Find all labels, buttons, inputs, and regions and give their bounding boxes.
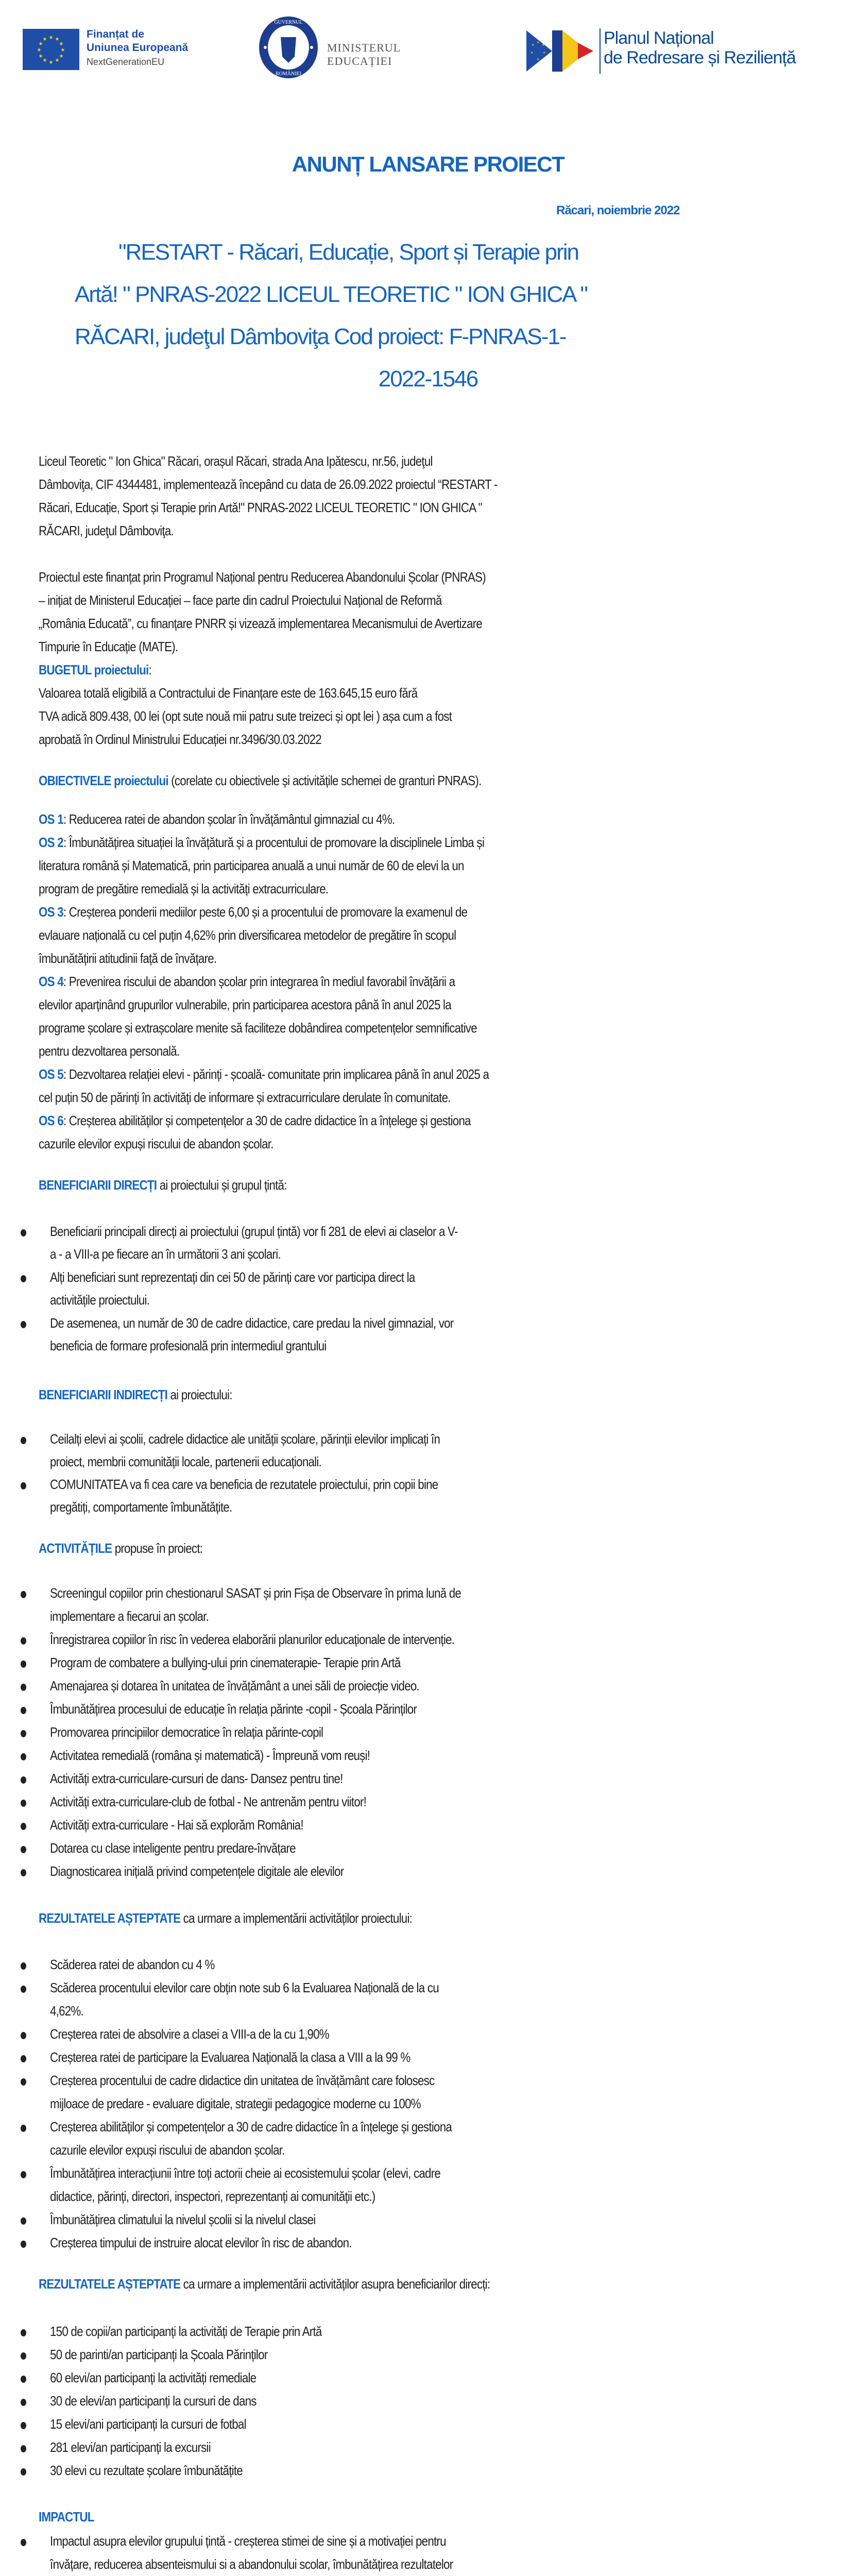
objective-text: : Creșterea ponderii mediilor peste 6,00 și a procentului de promovare la examenul de [63, 904, 468, 920]
government-seal-icon [258, 15, 319, 79]
svg-text:★: ★ [530, 52, 534, 55]
bullet-icon [21, 1846, 26, 1853]
objective-line [39, 951, 216, 967]
bullet-icon [21, 1753, 26, 1760]
list-item-line: Activități extra-curriculare-club de fotbal - Ne antrenăm pentru viitor! [50, 1794, 367, 1809]
list-item-line: Scăderea procentului elevilor care obțin note sub 6 la Evaluarea Națională de la cu [50, 1980, 439, 1995]
bullet-icon [21, 1229, 26, 1236]
eu-logo-line1: Finanțat de [87, 28, 145, 40]
bullet-icon [21, 2539, 26, 2546]
list-item-line: proiect, membrii comunității locale, partenerii educaționali. [50, 1454, 321, 1469]
list-item-line: 281 elevi/an participanți la excursii [50, 2439, 211, 2455]
objective-text: cel puțin 50 de părinți în activități de informare și extracurriculare derulate în comunitate. [39, 1090, 451, 1105]
project-title-line: Artă! " PNRAS-2022 LICEUL TEORETIC " ION GHICA " [75, 282, 587, 307]
bullet-icon [21, 1800, 26, 1807]
objective-line [39, 881, 328, 897]
objective-line [39, 1043, 179, 1059]
list-item-line: Program de combatere a bullying-ului prin cinematerapie- Terapie prin Artă [50, 1655, 401, 1670]
objective-line [39, 927, 456, 943]
list-item-line: 150 de copii/an participanți la activități de Terapie prin Artă [50, 2324, 322, 2339]
eu-logo-line3: NextGenerationEU [87, 57, 165, 67]
svg-text:★: ★ [38, 41, 43, 47]
activities-heading: ACTIVITĂȚILE propuse în proiect: [39, 1540, 203, 1556]
svg-text:★: ★ [42, 58, 47, 63]
svg-text:★: ★ [542, 44, 545, 47]
objective-line [39, 1136, 273, 1152]
bullet-icon [21, 2445, 26, 2452]
list-item-line: beneficia de formare profesională prin intermediul grantului [50, 1338, 327, 1353]
svg-text:★: ★ [55, 58, 60, 63]
objective-line [39, 1113, 471, 1129]
seal-text-top: GUVERNUL [274, 20, 303, 25]
bullet-icon [21, 1660, 26, 1668]
objective-text: pentru dezvoltarea personală. [39, 1043, 180, 1059]
objective-text: : Dezvoltarea relației elevi - părinți - școală- comunitate prin implicarea până în anul 2025 a [63, 1066, 489, 1082]
funding-line: „România Educată”, cu finanțare PNRR și vizează implementarea Mecanismului de Avertizare [39, 616, 483, 631]
list-item-line: 15 elevi/ani participanți la cursuri de fotbal [50, 2416, 246, 2432]
svg-text:★: ★ [59, 54, 64, 59]
list-item-line: De asemenea, un număr de 30 de cadre didactice, care predau la nivel gimnazial, vor [50, 1315, 454, 1331]
pnrr-logo [526, 28, 846, 75]
bullet-icon [21, 1962, 26, 1970]
expected-results-heading: REZULTATELE AȘTEPTATE ca urmare a implementării activităților proiectului: [39, 1910, 413, 1926]
objective-text: evlauare națională cu cel puțin 4,62% prin diversificarea metodelor de pregătire în scopul [39, 927, 456, 943]
project-title-line: 2022-1546 [378, 366, 478, 392]
list-item-line: Activitatea remedială (româna și matematică) - Împreună vom reuși! [50, 1748, 370, 1763]
eu-flag-icon [23, 29, 79, 70]
bullet-icon [21, 1437, 26, 1444]
list-item-line: Impactul asupra elevilor grupului țintă - creșterea stimei de sine și a motivației pentru [50, 2533, 446, 2549]
project-title-line: RĂCARI, judeţul Dâmboviţa Cod proiect: F-PNRAS-1- [75, 324, 566, 349]
svg-text:★: ★ [532, 44, 535, 47]
svg-text:★: ★ [37, 47, 42, 53]
list-item-line: 60 elevi/an participanți la activități remediale [50, 2370, 256, 2385]
list-item-line: Îmbunătățirea interacțiunii între toți actorii cheie ai ecosistemului școlar (elevi, cadre [50, 2165, 441, 2181]
objective-text: literatura română și Matematică, prin participarea anuală a unui număr de 60 de elevi la un [39, 858, 464, 873]
objective-text: îmbunătățirii atitudinii față de învățare. [39, 951, 217, 966]
list-item-line: Ceilalți elevi ai școlii, cadrele didactice ale unității școlare, părinții elevilor implicați în [50, 1431, 440, 1447]
svg-text:★: ★ [55, 37, 60, 42]
bullet-icon [21, 2032, 26, 2039]
list-item-line: Creșterea abilităților și competențelor a 30 de cadre didactice în a înțelege și gestiona [50, 2119, 452, 2134]
project-title-line: "RESTART - Răcari, Educație, Sport și Terapie prin [118, 240, 578, 265]
list-item-line: Creșterea procentului de cadre didactice din unitatea de învățământ care folosesc [50, 2073, 435, 2088]
list-item-line: 4,62%. [50, 2003, 83, 2019]
svg-text:★: ★ [59, 41, 64, 47]
ministry-name: MINISTERUL EDUCAȚIEI [327, 41, 401, 67]
bullet-icon [21, 2376, 26, 2383]
list-item-line: Scăderea ratei de abandon cu 4 % [50, 1957, 215, 1972]
objective-label: OS 3 [39, 904, 63, 920]
direct-beneficiaries-heading: BENEFICIARII DIRECȚI ai proiectului și grupul țintă: [39, 1177, 287, 1193]
bullet-icon [21, 2329, 26, 2336]
bullet-icon [21, 1275, 26, 1282]
list-item-line: implementare a fiecarui an școlar. [50, 1608, 209, 1624]
bullet-icon [21, 1869, 26, 1876]
objective-line [39, 904, 467, 920]
bullet-icon [21, 2078, 26, 2086]
list-item-line: Îmbunătățirea procesului de educație în relația părinte -copil - Școala Părinților [50, 1701, 417, 1717]
list-item-line: Promovarea principiilor democratice în relația părinte-copil [50, 1724, 323, 1740]
bullet-icon [21, 2468, 26, 2476]
svg-text:★: ★ [537, 41, 540, 44]
bullet-icon [21, 1986, 26, 1993]
list-item-line: COMUNITATEA va fi cea care va beneficia de rezutatele proiectului, prin copii bine [50, 1477, 438, 1492]
bullet-icon [21, 1591, 26, 1598]
budget-line: aprobată în Ordinul Ministrului Educației nr.3496/30.03.2022 [39, 732, 321, 747]
bullet-icon [21, 1730, 26, 1737]
expected-results-direct-heading: REZULTATELE AȘTEPTATE ca urmare a implementării activităților asupra beneficiarilor direcți: [39, 2276, 490, 2292]
bullet-icon [21, 1321, 26, 1328]
bullet-icon [21, 2241, 26, 2248]
objective-text: : Creșterea abilităților și competențelor a 30 de cadre didactice în a înțelege și gestiona [63, 1113, 471, 1128]
objective-line [39, 974, 455, 990]
bullet-icon [21, 1823, 26, 1830]
indirect-beneficiaries-heading: BENEFICIARII INDIRECȚI ai proiectului: [39, 1387, 232, 1402]
list-item-line: Diagnosticarea inițială privind competențele digitale ale elevilor [50, 1863, 344, 1879]
objective-text: elevilor aparținând grupurilor vulnerabile, prin participarea acestora până în anul 2025 la [39, 997, 451, 1012]
svg-text:★: ★ [48, 60, 54, 65]
intro-line: Dâmboviţa, CIF 4344481, implementează începând cu data de 26.09.2022 proiectul “RESTART - [39, 477, 498, 492]
list-item-line: 30 elevi cu rezultate școlare îmbunătățite [50, 2463, 243, 2478]
svg-text:★: ★ [60, 47, 65, 53]
bullet-icon [21, 2352, 26, 2360]
objective-line [39, 835, 484, 851]
funding-line: Timpurie în Educație (MATE). [39, 639, 178, 654]
objective-label: OS 6 [39, 1113, 63, 1128]
bullet-icon [21, 2055, 26, 2062]
bullet-icon [21, 1684, 26, 1691]
objective-text: programe școlare și extrașcolare menite să faciliteze dobândirea competențelor semnificative [39, 1020, 477, 1036]
date-place: Răcari, noiembrie 2022 [556, 204, 680, 217]
bullet-icon [21, 1776, 26, 1784]
objective-line [39, 1090, 451, 1106]
objective-text: : Îmbunătățirea situației la învățătură și a procentului de promovare la disciplinele Limba și [63, 835, 485, 850]
objectives-heading: OBIECTIVELE proiectului (corelate cu obiectivele și activitățile schemei de granturi PNRAS). [39, 773, 482, 788]
bullet-icon [21, 1482, 26, 1489]
intro-line: Răcari, Educație, Sport și Terapie prin Artă!" PNRAS-2022 LICEUL TEORETIC " ION GHICA " [39, 500, 482, 515]
bullet-icon [21, 1637, 26, 1645]
objective-line [39, 997, 451, 1013]
svg-text:★: ★ [42, 37, 47, 42]
eu-funding-logo [23, 27, 198, 71]
pnrr-arrows-icon [526, 30, 593, 72]
bullet-icon [21, 2422, 26, 2429]
list-item-line: Creșterea ratei de participare la Evaluarea Națională la clasa a VIII a la 99 % [50, 2049, 410, 2065]
seal-text-bottom: ROMÂNIEI [276, 71, 301, 77]
list-item-line: Beneficiarii principali direcți ai proiectului (grupul țintă) vor fi 281 de elevi ai claselor a V- [50, 1224, 458, 1239]
bullet-icon [21, 2125, 26, 2132]
objective-line [39, 811, 395, 827]
funding-line: – inițiat de Ministerul Educației – face parte din cadrul Proiectului Național de Reformă [39, 592, 442, 608]
list-item-line: pregătiți, comportamente îmbunătățite. [50, 1499, 232, 1515]
list-item-line: Activități extra-curriculare-cursuri de dans- Dansez pentru tine! [50, 1771, 343, 1786]
list-item-line: cazurile elevilor expuși riscului de abandon școlar. [50, 2142, 285, 2158]
list-item-line: Îmbunătățirea climatului la nivelul școlii si la nivelul clasei [50, 2212, 316, 2227]
list-item-line: Screeningul copiilor prin chestionarul SASAT și prin Fișa de Observare în prima lună de [50, 1585, 461, 1601]
objective-label: OS 2 [39, 835, 63, 850]
intro-line: Liceul Teoretic " Ion Ghica" Răcari, orașul Răcari, strada Ana Ipătescu, nr.56, judeţul [39, 453, 433, 469]
list-item-line: Dotarea cu clase inteligente pentru predare-învățare [50, 1840, 296, 1856]
bullet-icon [21, 2171, 26, 2178]
budget-line: TVA adică 809.438, 00 lei (opt sute nouă mii patru sute treizeci și opt lei ) așa cum a fost [39, 708, 452, 724]
svg-text:★: ★ [537, 58, 540, 61]
objective-line [39, 1020, 477, 1036]
eu-logo-line2: Uniunea Europeană [87, 42, 189, 54]
objective-line [39, 1066, 489, 1082]
bullet-icon [21, 1707, 26, 1714]
list-item-line: Activități extra-curriculare - Hai să explorăm România! [50, 1817, 303, 1833]
budget-line: Valoarea totală eligibilă a Contractului de Finanțare este de 163.645,15 euro fără [39, 685, 418, 701]
list-item-line: învățare, reducerea absenteismului si a abandonului scolar, îmbunătățirea rezultatelor [50, 2556, 453, 2572]
government-logo [258, 15, 464, 82]
objective-text: : Reducerea ratei de abandon școlar în învățământul gimnazial cu 4%. [63, 811, 395, 827]
objective-label: OS 5 [39, 1066, 63, 1082]
svg-text:★: ★ [38, 54, 43, 59]
bullet-icon [21, 2399, 26, 2406]
budget-heading: BUGETUL proiectului: [39, 662, 151, 677]
list-item-line: Creșterea ratei de absolvire a clasei a VIII-a de la cu 1,90% [50, 2026, 329, 2042]
objective-text: program de pregătire remedială și la activități extracurriculare. [39, 881, 329, 896]
list-item-line: Creșterea timpului de instruire alocat elevilor în risc de abandon. [50, 2235, 352, 2250]
list-item-line: a - a VIII-a pe fiecare an în următorii 3 ani școlari. [50, 1246, 281, 1262]
svg-text:★: ★ [48, 35, 54, 41]
objective-label: OS 1 [39, 811, 63, 827]
objective-label: OS 4 [39, 974, 63, 989]
list-item-line: Alți beneficiari sunt reprezentați din cei 50 de părinți care vor participa direct la [50, 1269, 415, 1285]
objective-text: : Prevenirea riscului de abandon școlar prin integrarea în mediul favorabil învățării a [63, 974, 455, 989]
svg-text:★: ★ [543, 52, 546, 55]
pnrr-logo-line2: de Redresare și Reziliență [604, 48, 796, 67]
list-item-line: mijloace de predare - evaluare digitale, strategii pedagogice moderne cu 100% [50, 2096, 421, 2111]
list-item-line: Amenajarea și dotarea în unitatea de învățământ a unei săli de proiecție video. [50, 1678, 419, 1693]
bullet-icon [21, 2217, 26, 2225]
impact-heading: IMPACTUL [39, 2509, 94, 2524]
page-title: ANUNȚ LANSARE PROIECT [292, 152, 564, 176]
funding-line: Proiectul este finanțat prin Programul Național pentru Reducerea Abandonului Școlar (PNRAS) [39, 569, 486, 585]
pnrr-logo-line1: Planul Național [604, 28, 714, 48]
list-item-line: activitățile proiectului. [50, 1292, 150, 1308]
list-item-line: Înregistrarea copiilor în risc în vederea elaborării planurilor educaționale de intervenție. [50, 1632, 455, 1647]
intro-line: RĂCARI, judeţul Dâmboviţa. [39, 523, 174, 538]
list-item-line: 30 de elevi/an participanți la cursuri de dans [50, 2393, 256, 2409]
objective-text: cazurile elevilor expuși riscului de abandon școlar. [39, 1136, 273, 1151]
list-item-line: 50 de parinti/an participanți la Școala Părinților [50, 2347, 268, 2362]
objective-line [39, 858, 464, 874]
list-item-line: didactice, părinți, directori, inspectori, reprezentanți ai comunității etc.) [50, 2189, 375, 2204]
